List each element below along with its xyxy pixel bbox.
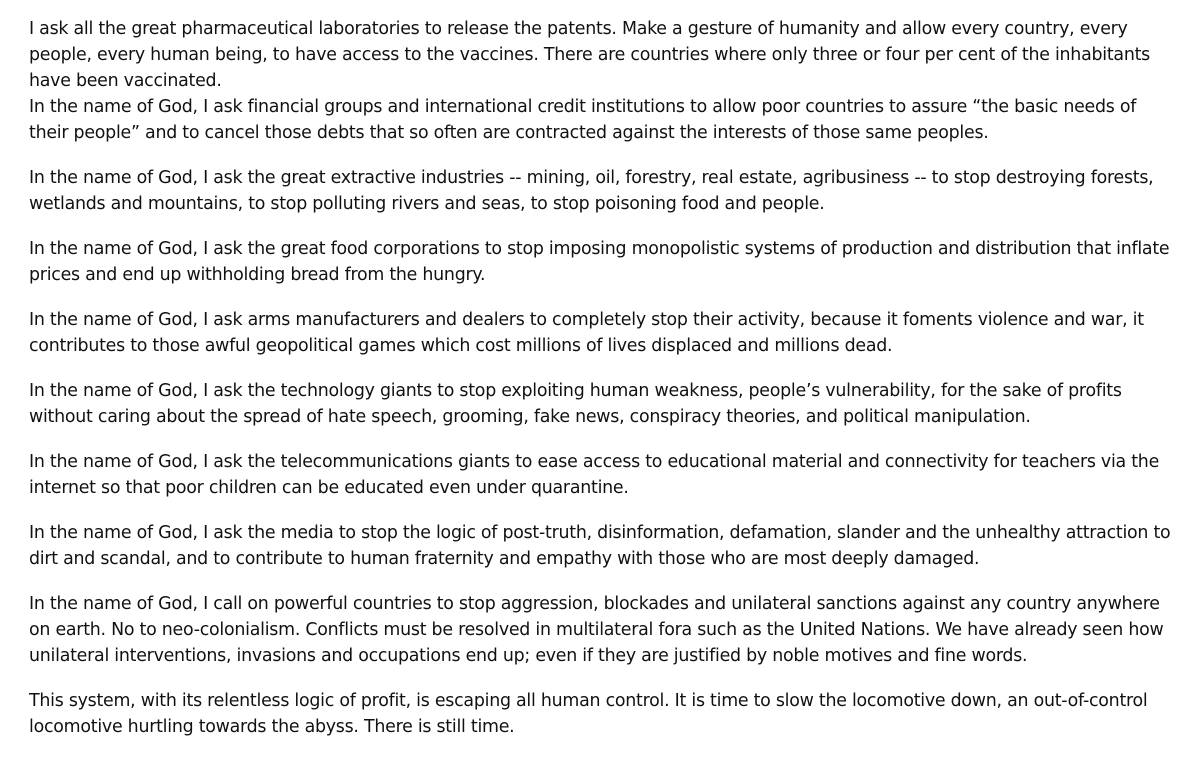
paragraph-food-corporations: In the name of God, I ask the great food corporations to stop imposing monopolistic systems of production and distribution that inflate prices and end up withholding bread from the hungry.	[29, 239, 1170, 285]
paragraph-financial-groups: In the name of God, I ask financial groups and international credit institutions to allow poor countries to assure “the basic needs of their people” and to cancel those debts that so often are contracted against the interests of those same peoples.	[29, 97, 1137, 143]
paragraph-pharmaceutical-patents: I ask all the great pharmaceutical laboratories to release the patents. Make a gesture of humanity and allow every country, every people, every human being, to have access to the vaccines. There are countries where only three or four per cent of the inhabitants have been vaccinated.	[29, 19, 1150, 91]
paragraph-telecommunications-giants: In the name of God, I ask the telecommunications giants to ease access to educational material and connectivity for teachers via the internet so that poor children can be educated even under quarantine.	[29, 452, 1160, 498]
paragraph-technology-giants: In the name of God, I ask the technology giants to stop exploiting human weakness, people’s vulnerability, for the sake of profits without caring about the spread of hate speech, grooming, fake news, conspiracy theories, and political manipulation.	[29, 381, 1122, 427]
paragraph-arms-manufacturers: In the name of God, I ask arms manufacturers and dealers to completely stop their activity, because it foments violence and war, it contributes to those awful geopolitical games which cost millions of lives displaced and millions dead.	[29, 310, 1144, 356]
paragraph-media: In the name of God, I ask the media to stop the logic of post-truth, disinformation, defamation, slander and the unhealthy attraction to dirt and scandal, and to contribute to human fraternity and empathy with those who are most deeply damaged.	[29, 523, 1171, 569]
paragraph-powerful-countries: In the name of God, I call on powerful countries to stop aggression, blockades and unilateral sanctions against any country anywhere on earth. No to neo-colonialism. Conflicts must be resolved in multilateral fora such as the United Nations. We have already seen how unilateral interventions, invasions and occupations end up; even if they are justified by noble motives and fine words.	[29, 594, 1164, 666]
document-body	[29, 16, 1179, 740]
paragraph-system-conclusion: This system, with its relentless logic of profit, is escaping all human control. It is time to slow the locomotive down, an out-of-control locomotive hurtling towards the abyss. There is still time.	[29, 691, 1148, 737]
paragraph-extractive-industries: In the name of God, I ask the great extractive industries -- mining, oil, forestry, real estate, agribusiness -- to stop destroying forests, wetlands and mountains, to stop polluting rivers and seas, to stop poisoning food and people.	[29, 168, 1154, 214]
